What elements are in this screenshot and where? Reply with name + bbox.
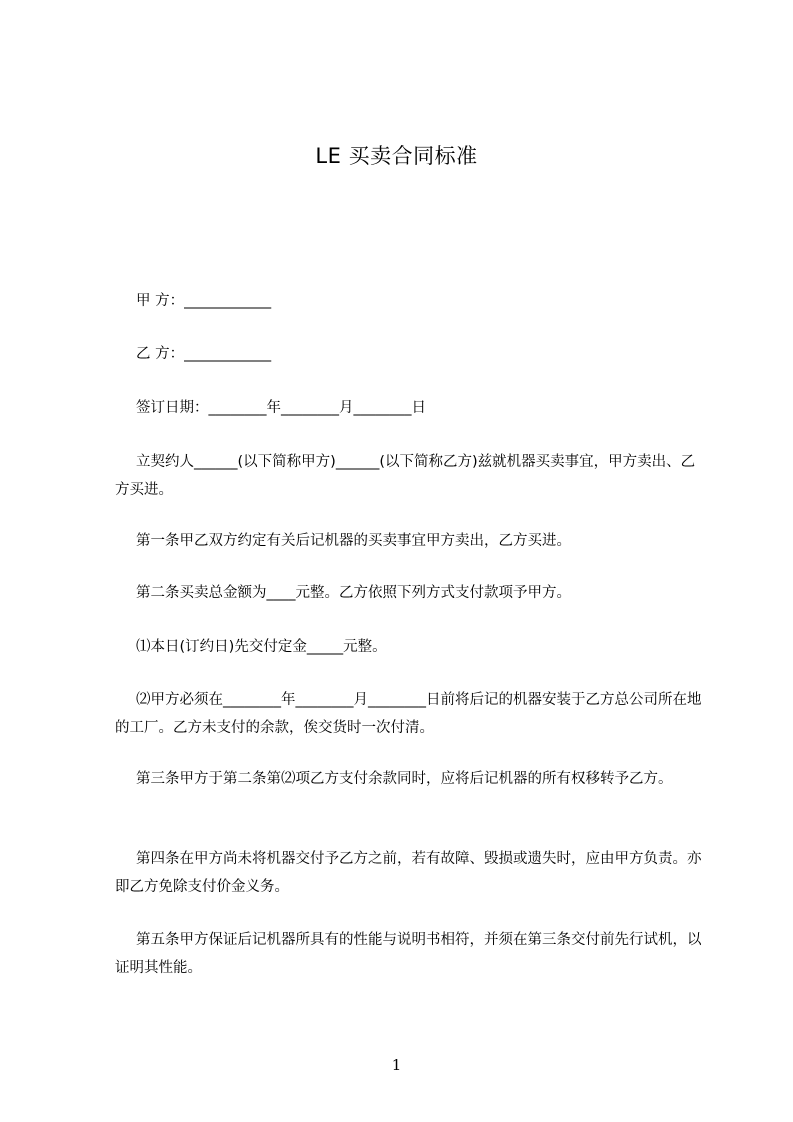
clause-2-item-1: ⑴本日(订约日)先交付定金_____元整。 — [136, 639, 387, 655]
party-a-line: 甲 方：____________ — [136, 293, 272, 309]
document-title: LE 买卖合同标准 — [315, 144, 478, 168]
clause-2: 第二条买卖总金额为____元整。乙方依照下列方式支付款项予甲方。 — [136, 585, 571, 601]
contract-preamble: 立契约人______(以下简称甲方)______(以下简称乙方)兹就机器买卖事宜，甲方卖出、乙方买进。 — [115, 454, 696, 498]
sign-date-line: 签订日期：________年________月________日 — [136, 400, 426, 416]
page-number: 1 — [391, 1056, 402, 1074]
clause-5: 第五条甲方保证后记机器所具有的性能与说明书相符，并须在第三条交付前先行试机，以证明其性能。 — [115, 932, 702, 976]
clause-3: 第三条甲方于第二条第⑵项乙方支付余款同时，应将后记机器的所有权移转予乙方。 — [136, 771, 673, 787]
clause-1: 第一条甲乙双方约定有关后记机器的买卖事宜甲方卖出，乙方买进。 — [136, 533, 571, 549]
party-b-line: 乙 方：____________ — [136, 346, 272, 362]
clause-2-item-2: ⑵甲方必须在________年________月________日前将后记的机器安装于乙方总公司所在地的工厂。乙方未支付的余款，俟交货时一次付清。 — [115, 692, 702, 736]
clause-4: 第四条在甲方尚未将机器交付予乙方之前，若有故障、毁损或遗失时，应由甲方负责。亦即乙方免除支付价金义务。 — [115, 851, 702, 895]
